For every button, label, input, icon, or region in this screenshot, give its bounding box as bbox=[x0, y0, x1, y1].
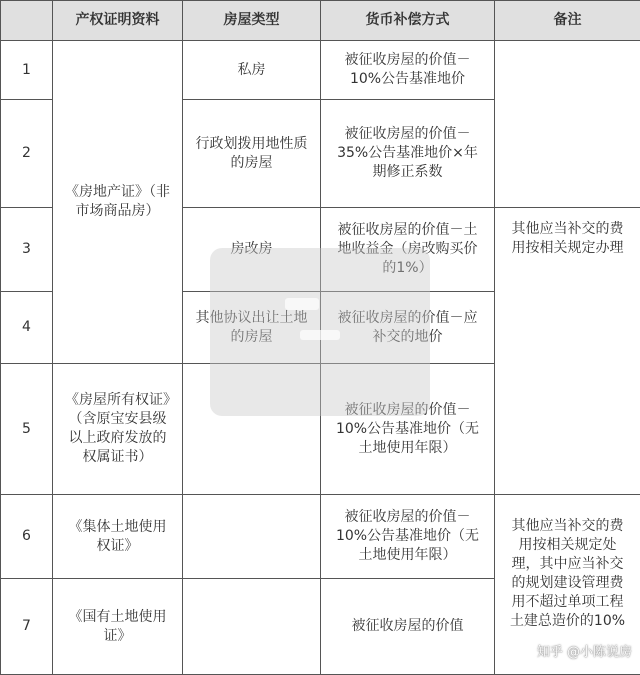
house-type-cell: 私房 bbox=[183, 41, 321, 100]
remark-cell: 其他应当补交的费用按相关规定处理，其中应当补交的规划建设管理费用不超过单项工程土建总造价的10% bbox=[495, 495, 640, 675]
watermark-glyph bbox=[285, 298, 319, 310]
remark-cell: 其他应当补交的费用按相关规定办理 bbox=[495, 208, 640, 495]
header-remark: 备注 bbox=[495, 1, 640, 41]
house-type-cell: 其他协议出让土地的房屋 bbox=[183, 292, 321, 364]
header-compensation: 货币补偿方式 bbox=[321, 1, 495, 41]
compensation-cell: 被征收房屋的价值－10%公告基准地价（无土地使用年限） bbox=[321, 364, 495, 495]
house-type-cell: 行政划拨用地性质的房屋 bbox=[183, 100, 321, 208]
house-type-cell bbox=[183, 495, 321, 579]
row-number: 6 bbox=[1, 495, 53, 579]
compensation-cell: 被征收房屋的价值－10%公告基准地价（无土地使用年限） bbox=[321, 495, 495, 579]
compensation-cell: 被征收房屋的价值－应补交的地价 bbox=[321, 292, 495, 364]
proof-cell: 《房地产证》（非市场商品房） bbox=[53, 41, 183, 364]
watermark-text: 知乎 @小陈说房 bbox=[537, 641, 632, 660]
header-row bbox=[1, 1, 640, 41]
proof-cell: 《房屋所有权证》（含原宝安县级以上政府发放的权属证书） bbox=[53, 364, 183, 495]
table-row bbox=[1, 41, 640, 100]
remark-cell bbox=[495, 41, 640, 208]
compensation-cell: 被征收房屋的价值－35%公告基准地价×年期修正系数 bbox=[321, 100, 495, 208]
watermark-glyph bbox=[300, 330, 340, 340]
row-number: 2 bbox=[1, 100, 53, 208]
header-house-type: 房屋类型 bbox=[183, 1, 321, 41]
house-type-cell bbox=[183, 579, 321, 675]
proof-cell: 《集体土地使用权证》 bbox=[53, 495, 183, 579]
row-number: 3 bbox=[1, 208, 53, 292]
compensation-cell: 被征收房屋的价值－10%公告基准地价 bbox=[321, 41, 495, 100]
header-index bbox=[1, 1, 53, 41]
row-number: 5 bbox=[1, 364, 53, 495]
header-proof: 产权证明资料 bbox=[53, 1, 183, 41]
row-number: 7 bbox=[1, 579, 53, 675]
table-row bbox=[1, 495, 640, 579]
row-number: 4 bbox=[1, 292, 53, 364]
proof-cell: 《国有土地使用证》 bbox=[53, 579, 183, 675]
row-number: 1 bbox=[1, 41, 53, 100]
compensation-cell: 被征收房屋的价值 bbox=[321, 579, 495, 675]
house-type-cell: 房改房 bbox=[183, 208, 321, 292]
compensation-cell: 被征收房屋的价值－土地收益金（房改购买价的1%） bbox=[321, 208, 495, 292]
